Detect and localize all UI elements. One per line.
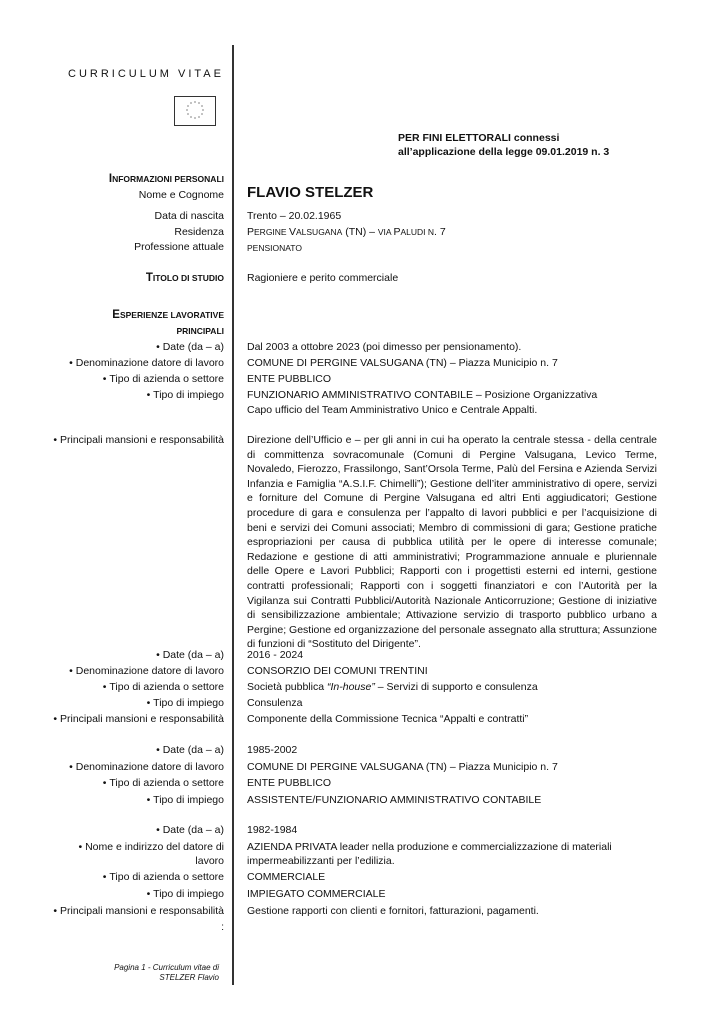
- job2-employer-label: • Denominazione datore di lavoro: [69, 664, 224, 678]
- svg-text:*: *: [194, 116, 196, 122]
- experience-heading-2: PRINCIPALI: [176, 326, 224, 336]
- personal-info-heading: INFORMAZIONI PERSONALI: [108, 173, 224, 185]
- svg-text:*: *: [187, 104, 189, 110]
- job1-sector: ENTE PUBBLICO: [247, 373, 332, 385]
- education-heading: TITOLO DI STUDIO: [145, 272, 224, 284]
- job1-date-label: • Date (da – a): [156, 340, 224, 354]
- job4-date: 1982-1984: [247, 824, 298, 836]
- job1-sector-label: • Tipo di azienda o settore: [103, 372, 224, 386]
- profession-label: Professione attuale: [134, 241, 224, 253]
- svg-text:*: *: [190, 115, 192, 121]
- svg-text:*: *: [187, 112, 189, 118]
- job1-duties-label: • Principali mansioni e responsabilità: [53, 433, 224, 447]
- job3-sector-label: • Tipo di azienda o settore: [103, 776, 224, 790]
- education-value: Ragioniere e perito commerciale: [247, 272, 399, 284]
- job1-employer: COMUNE DI PERGINE VALSUGANA (TN) – Piazza Municipio n. 7: [247, 357, 558, 369]
- job2-date: 2016 - 2024: [247, 649, 304, 661]
- job2-duties: Componente della Commissione Tecnica “Appalti e contratti”: [247, 713, 529, 725]
- job1-type-line-2: Capo ufficio del Team Amministrativo Unico e Centrale Appalti.: [247, 404, 538, 416]
- job3-date-label: • Date (da – a): [156, 743, 224, 757]
- svg-text:*: *: [194, 100, 196, 106]
- birth-label: Data di nascita: [154, 210, 224, 222]
- name-label: Nome e Cognome: [138, 189, 224, 201]
- job4-employer-label: • Nome e indirizzo del datore di: [79, 840, 225, 854]
- job4-type-label: • Tipo di impiego: [147, 887, 224, 901]
- svg-text:*: *: [202, 108, 204, 114]
- experience-heading: ESPERIENZE LAVORATIVE: [112, 309, 224, 321]
- job1-duties: Direzione dell’Ufficio e – per gli anni in cui ha operato la centrale stessa - della centrale di committenza sovracomunale (Comuni di Pergine Valsugana, Levico Terme, Novaledo, Fierozzo, Frassilongo, Sant’Orsola Terme, Palù del Fersina e Azienda Servizi Infanzia e Famiglia “A.S.I.F. Chimelli”); Gestione dell’iter amministrativo di opere, servizi e forniture del Comune di Pergine Valsugana ed altri Enti aggiudicatori; Gestione procedure di gara e consulenza per l’appalto di lavori pubblici e per l’acquisizione di beni e servizi dei Comuni associati; Membro di commissioni di gara; Gestione pratiche espropriazioni per causa di pubblica utilità per le opere di interesse comunale; Redazione e gestione di atti amministrativi; Programmazione annuale e pluriennale delle Opere e Lavori Pubblici; Rapporti con i progettisti esterni ed interni, gestione contratti professionali; Rapporti con i soggetti finanziatori e con l’Autorità per la Vigilanza sui Contratti Pubblici/Autorità Nazionale Anticorruzione; Gestione di iniziative di sensibilizzazione ambientale; Attivazione servizio di trasporto pubblico urbano a Pergine; Gestione ed organizzazione del personale assegnato alla struttura; Assunzione di funzioni di “Sostituto del Dirigente”.: [247, 434, 657, 651]
- svg-text:*: *: [201, 104, 203, 110]
- job3-sector: ENTE PUBBLICO: [247, 777, 332, 789]
- job4-duties-colon: :: [221, 921, 224, 933]
- electoral-note-line-2: all’applicazione della legge 09.01.2019 n. 3: [398, 146, 610, 158]
- job2-sector-label: • Tipo di azienda o settore: [103, 680, 224, 694]
- residence-label: Residenza: [174, 226, 224, 238]
- job3-employer-label: • Denominazione datore di lavoro: [69, 760, 224, 774]
- electoral-note: [398, 131, 609, 159]
- footer-line-2: STELZER Flavio: [159, 973, 219, 982]
- cv-title: CURRICULUM VITAE: [68, 68, 224, 80]
- job2-type: Consulenza: [247, 697, 303, 709]
- job2-date-label: • Date (da – a): [156, 648, 224, 662]
- job4-duties: Gestione rapporti con clienti e fornitori, fatturazioni, pagamenti.: [247, 905, 539, 917]
- job4-duties-label: • Principali mansioni e responsabilità: [53, 904, 224, 918]
- svg-text:*: *: [198, 101, 200, 107]
- job4-date-label: • Date (da – a): [156, 823, 224, 837]
- job3-type: ASSISTENTE/FUNZIONARIO AMMINISTRATIVO CONTABILE: [247, 794, 542, 806]
- job4-employer-line-2: impermeabilizzanti per l’edilizia.: [247, 855, 395, 867]
- birth-value: Trento – 20.02.1965: [247, 210, 342, 222]
- job4-sector-label: • Tipo di azienda o settore: [103, 870, 224, 884]
- column-divider: [232, 45, 234, 985]
- job1-type-label: • Tipo di impiego: [147, 388, 224, 402]
- profession-value: PENSIONATO: [247, 243, 302, 253]
- job1-type-line-1: FUNZIONARIO AMMINISTRATIVO CONTABILE – Posizione Organizzativa: [247, 389, 598, 401]
- job3-employer: COMUNE DI PERGINE VALSUGANA (TN) – Piazza Municipio n. 7: [247, 761, 558, 773]
- svg-text:*: *: [201, 112, 203, 118]
- job1-date: Dal 2003 a ottobre 2023 (poi dimesso per pensionamento).: [247, 341, 522, 353]
- svg-text:*: *: [186, 108, 188, 114]
- job3-type-label: • Tipo di impiego: [147, 793, 224, 807]
- eu-flag-icon: [174, 96, 216, 126]
- job4-employer-label-2: lavoro: [195, 855, 224, 867]
- job4-employer-line-1: AZIENDA PRIVATA leader nella produzione e commercializzazione di materiali: [247, 841, 612, 853]
- job4-type: IMPIEGATO COMMERCIALE: [247, 888, 386, 900]
- job2-duties-label: • Principali mansioni e responsabilità: [53, 712, 224, 726]
- footer-line-1: Pagina 1 - Curriculum vitae di: [114, 963, 219, 972]
- residence-value: PERGINE VALSUGANA (TN) – VIA PALUDI N. 7: [247, 226, 446, 238]
- svg-text:*: *: [190, 101, 192, 107]
- svg-text:*: *: [198, 115, 200, 121]
- job3-date: 1985-2002: [247, 744, 298, 756]
- electoral-note-line-1: PER FINI ELETTORALI connessi: [398, 132, 560, 144]
- job2-sector: Società pubblica “In-house” – Servizi di supporto e consulenza: [247, 681, 538, 693]
- job4-sector: COMMERCIALE: [247, 871, 326, 883]
- name-value: FLAVIO STELZER: [247, 184, 374, 201]
- job2-employer: CONSORZIO DEI COMUNI TRENTINI: [247, 665, 428, 677]
- job2-type-label: • Tipo di impiego: [147, 696, 224, 710]
- job1-employer-label: • Denominazione datore di lavoro: [69, 356, 224, 370]
- page-footer: [114, 963, 219, 983]
